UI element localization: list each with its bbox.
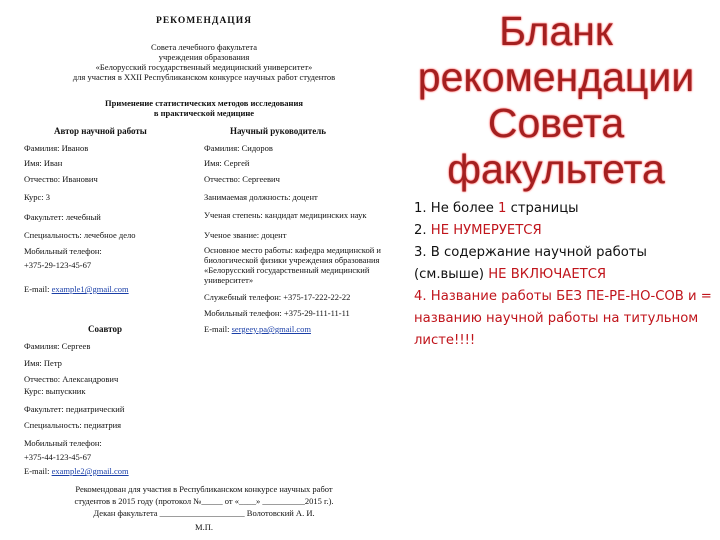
supervisor-email-link[interactable]: sergeey.pa@gmail.com [231,324,311,334]
coauthor-patronymic: Отчество: Александрович [24,374,119,384]
coauthor-phone-label: Мобильный телефон: [24,438,102,448]
author-phone-label: Мобильный телефон: [24,246,102,256]
intro-line: «Белорусский государственный медицинский университет» [95,62,313,72]
requirement-text: страницы [506,201,579,216]
requirement-text: 3. В содержание научной работы (см.выше) [414,245,647,282]
supervisor-name: Имя: Сергей [204,158,250,168]
slide-title-line: факультета [447,146,665,192]
slide-title [400,8,712,192]
slide-title-line: Совета [487,100,625,146]
author-email-row [24,284,129,294]
coauthor-email-link[interactable]: example2@gmail.com [51,466,129,476]
supervisor-surname: Фамилия: Сидоров [204,143,273,153]
intro-line: для участия в XXII Республиканском конкурсе научных работ студентов [72,72,336,82]
dean-signature-line: Декан факультета ____________________ Волотовский А. И. [93,508,315,518]
supervisor-degree: Ученая степень: кандидат медицинских наук [204,210,367,220]
requirement-accent: 1 [498,201,507,216]
requirement-accent: НЕ ВКЛЮЧАЕТСЯ [488,267,607,282]
author-email-link[interactable]: example1@gmail.com [51,284,129,294]
author-patronymic: Отчество: Иванович [24,174,98,184]
author-surname: Фамилия: Иванов [24,143,89,153]
supervisor-position: Занимаемая должность: доцент [204,192,318,202]
form-heading: РЕКОМЕНДАЦИЯ [156,16,252,26]
coauthor-surname: Фамилия: Сергеев [24,341,91,351]
supervisor-email-label: E-mail: [204,324,230,334]
stamp-label: М.П. [195,522,213,532]
supervisor-header: Научный руководитель [230,126,326,136]
recommendation-line: Рекомендован для участия в Республиканском конкурсе научных работ [75,484,333,494]
author-course: Курс: 3 [24,192,51,202]
recommendation-form [14,8,394,536]
author-email-label: E-mail: [24,284,50,294]
coauthor-name: Имя: Петр [24,358,62,368]
author-header: Автор научной работы [54,126,147,136]
coauthor-header: Соавтор [88,324,122,334]
supervisor-email-row [204,324,311,334]
supervisor-title: Ученое звание: доцент [204,230,287,240]
requirement-item [414,242,714,286]
coauthor-faculty: Факультет: педиатрический [24,404,125,414]
coauthor-specialty: Специальность: педиатрия [24,420,122,430]
requirement-accent: НЕ НУМЕРУЕТСЯ [430,223,542,238]
coauthor-email-row [24,466,129,476]
slide-title-line: Бланк [499,8,613,54]
supervisor-mobile-phone: Мобильный телефон: +375-29-111-11-11 [204,308,350,318]
author-specialty: Специальность: лечебное дело [24,230,136,240]
coauthor-phone: +375-44-123-45-67 [24,452,92,462]
coauthor-course: Курс: выпускник [24,386,86,396]
author-name: Имя: Иван [24,158,63,168]
requirement-text: 2. [414,223,431,238]
coauthor-email-label: E-mail: [24,466,50,476]
supervisor-workplace: Основное место работы: кафедра медицинской и биологической физики учреждения образования «Белорусский государственный медицинский университет» [204,245,381,285]
intro-line: учреждения образования [158,52,250,62]
supervisor-patronymic: Отчество: Сергеевич [204,174,280,184]
work-title-line: Применение статистических методов исследования [105,98,303,108]
author-phone: +375-29-123-45-67 [24,260,92,270]
author-faculty: Факультет: лечебный [24,212,101,222]
intro-line: Совета лечебного факультета [150,42,258,52]
requirement-text: 1. Не более [414,201,499,216]
requirement-accent: 4. Название работы БЕЗ ПЕ-РЕ-НО-СОВ и = названию научной работы на титульном листе!!!! [414,289,712,348]
slide-title-line: рекомендации [417,54,695,100]
requirements-list [414,198,714,352]
supervisor-work-phone: Служебный телефон: +375-17-222-22-22 [204,292,351,302]
requirement-item [414,198,714,220]
work-title-line: в практической медицине [153,108,255,118]
recommendation-line: студентов в 2015 году (протокол №_____ от «____» __________2015 г.). [74,496,334,506]
requirement-item [414,220,714,242]
requirement-item [414,286,714,352]
